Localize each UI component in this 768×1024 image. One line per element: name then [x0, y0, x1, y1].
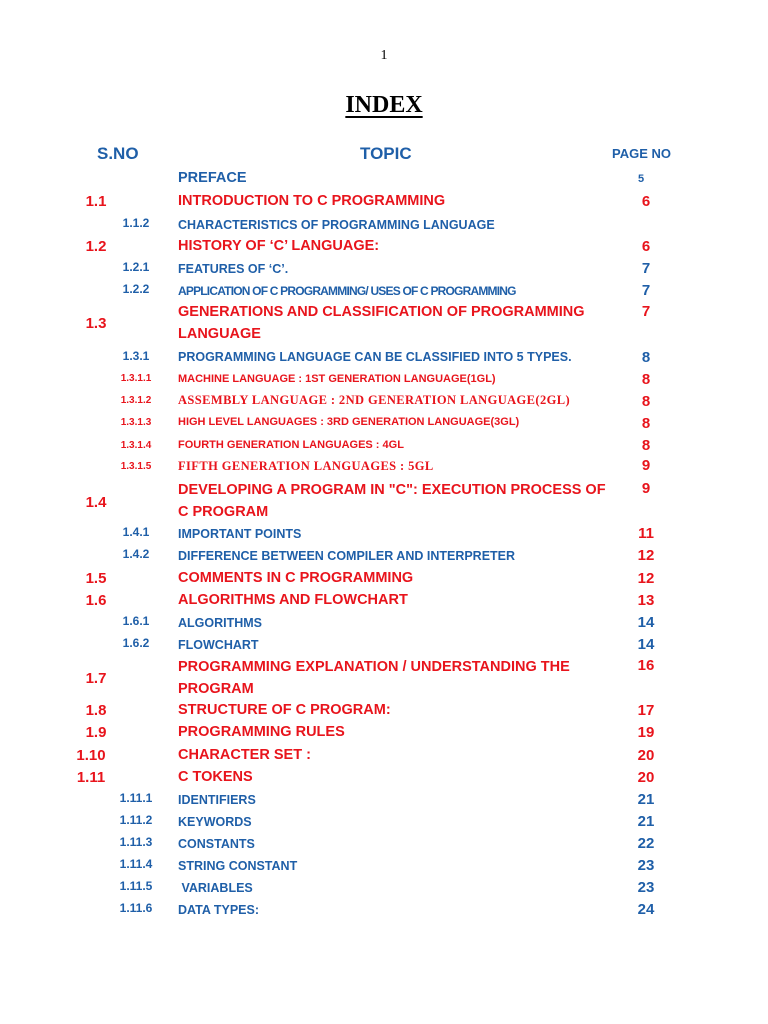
toc-page: 6	[641, 193, 651, 210]
toc-sno: 1.10	[76, 747, 106, 764]
toc-page: 14	[637, 636, 655, 653]
toc-topic: FLOWCHART	[178, 638, 259, 652]
toc-topic: MACHINE LANGUAGE : 1ST GENERATION LANGUAGE(1GL)	[178, 373, 496, 385]
toc-topic: DATA TYPES:	[178, 903, 260, 917]
toc-page: 16	[637, 657, 655, 674]
toc-page: 23	[637, 857, 655, 874]
toc-page: 7	[641, 260, 651, 277]
toc-topic: CONSTANTS	[178, 837, 255, 851]
toc-page: 20	[637, 747, 655, 764]
toc-page: 12	[637, 547, 655, 564]
toc-topic: DIFFERENCE BETWEEN COMPILER AND INTERPRETER	[178, 549, 516, 563]
toc-sno: 1.3.1.2	[120, 395, 152, 406]
topic-column-header: TOPIC	[360, 144, 412, 163]
toc-sno: 1.11	[76, 769, 106, 786]
toc-page: 8	[641, 393, 651, 410]
toc-page: 21	[637, 813, 655, 830]
toc-sno: 1.2	[85, 238, 107, 255]
toc-sno: 1.2.1	[122, 260, 150, 274]
index-title	[0, 92, 768, 119]
toc-page: 17	[637, 702, 655, 719]
toc-sno: 1.4.1	[122, 525, 150, 539]
toc-page: 13	[637, 592, 655, 609]
toc-topic: INTRODUCTION TO C PROGRAMMING	[178, 193, 446, 209]
toc-sno: 1.3	[85, 315, 107, 332]
toc-sno: 1.3.1.3	[120, 417, 152, 428]
toc-topic: ASSEMBLY LANGUAGE : 2ND GENERATION LANGUAGE(2GL)	[178, 393, 571, 407]
toc-sno: 1.3.1.5	[120, 461, 152, 472]
toc-topic: FOURTH GENERATION LANGUAGES : 4GL	[178, 439, 404, 451]
toc-topic: IMPORTANT POINTS	[178, 527, 302, 541]
toc-sno: 1.4	[85, 494, 107, 511]
toc-sno: 1.11.5	[119, 879, 153, 893]
toc-topic: CHARACTERISTICS OF PROGRAMMING LANGUAGE	[178, 218, 495, 232]
toc-topic: DEVELOPING A PROGRAM IN "C": EXECUTION PROCESS OF C PROGRAM	[178, 482, 606, 520]
toc-topic: PREFACE	[178, 170, 247, 186]
toc-topic: COMMENTS IN C PROGRAMMING	[178, 570, 414, 586]
toc-page: 12	[637, 570, 655, 587]
toc-topic: APPLICATION OF C PROGRAMMING/ USES OF C PROGRAMMING	[178, 284, 516, 298]
toc-sno: 1.11.4	[119, 857, 153, 871]
toc-page: 20	[637, 769, 655, 786]
toc-topic: FEATURES OF ‘C’.	[178, 262, 289, 276]
toc-sno: 1.4.2	[122, 547, 150, 561]
toc-sno: 1.6	[85, 592, 107, 609]
toc-sno: 1.5	[85, 570, 107, 587]
index-title-text: INDEX	[345, 92, 423, 118]
toc-page: 23	[637, 879, 655, 896]
toc-page: 14	[637, 614, 655, 631]
toc-sno: 1.8	[85, 702, 107, 719]
toc-sno: 1.2.2	[122, 282, 150, 296]
toc-topic: STRING CONSTANT	[178, 859, 298, 873]
toc-page: 21	[637, 791, 655, 808]
toc-page: 5	[637, 173, 645, 185]
toc-page: 8	[641, 371, 651, 388]
toc-page: 22	[637, 835, 655, 852]
toc-sno: 1.6.1	[122, 614, 150, 628]
toc-page: 7	[641, 303, 651, 320]
toc-sno: 1.7	[85, 670, 107, 687]
toc-topic: HIGH LEVEL LANGUAGES : 3RD GENERATION LANGUAGE(3GL)	[178, 416, 520, 428]
toc-page: 8	[641, 415, 651, 432]
toc-topic: STRUCTURE OF C PROGRAM:	[178, 702, 391, 718]
toc-topic: HISTORY OF ‘C’ LANGUAGE:	[178, 238, 380, 254]
toc-sno: 1.1.2	[122, 216, 150, 230]
toc-sno: 1.3.1	[122, 349, 150, 363]
page-column-header: PAGE NO	[612, 146, 671, 161]
toc-page: 8	[641, 437, 651, 454]
toc-topic: PROGRAMMING LANGUAGE CAN BE CLASSIFIED INTO 5 TYPES.	[178, 350, 572, 364]
toc-sno: 1.3.1.4	[120, 440, 152, 451]
toc-sno: 1.11.3	[119, 835, 153, 849]
page-number: 1	[380, 48, 388, 63]
toc-page: 9	[641, 480, 651, 497]
toc-topic: CHARACTER SET :	[178, 747, 311, 763]
toc-page: 7	[641, 282, 651, 299]
toc-topic: GENERATIONS AND CLASSIFICATION OF PROGRAMMING LANGUAGE	[178, 304, 585, 342]
toc-topic: ALGORITHMS	[178, 616, 263, 630]
toc-topic: PROGRAMMING EXPLANATION / UNDERSTANDING THE PROGRAM	[178, 659, 570, 697]
toc-sno: 1.9	[85, 724, 107, 741]
toc-topic: KEYWORDS	[178, 815, 252, 829]
toc-sno: 1.3.1.1	[120, 373, 152, 384]
toc-sno: 1.6.2	[122, 636, 150, 650]
toc-sno: 1.11.1	[119, 791, 153, 805]
toc-page: 11	[638, 525, 654, 542]
toc-topic: C TOKENS	[178, 769, 253, 785]
toc-topic: IDENTIFIERS	[178, 793, 256, 807]
toc-sno: 1.11.6	[119, 901, 153, 915]
toc-topic: PROGRAMMING RULES	[178, 724, 345, 740]
toc-sno: 1.1	[85, 193, 107, 210]
toc-sno: 1.11.2	[119, 813, 153, 827]
sno-column-header: S.NO	[97, 144, 139, 163]
toc-topic: VARIABLES	[178, 881, 253, 895]
toc-page: 24	[637, 901, 655, 918]
toc-page: 6	[641, 238, 651, 255]
toc-topic: FIFTH GENERATION LANGUAGES : 5GL	[178, 459, 434, 473]
toc-page: 19	[637, 724, 655, 741]
toc-page: 9	[641, 457, 651, 474]
toc-page: 8	[641, 349, 651, 366]
toc-topic: ALGORITHMS AND FLOWCHART	[178, 592, 408, 608]
